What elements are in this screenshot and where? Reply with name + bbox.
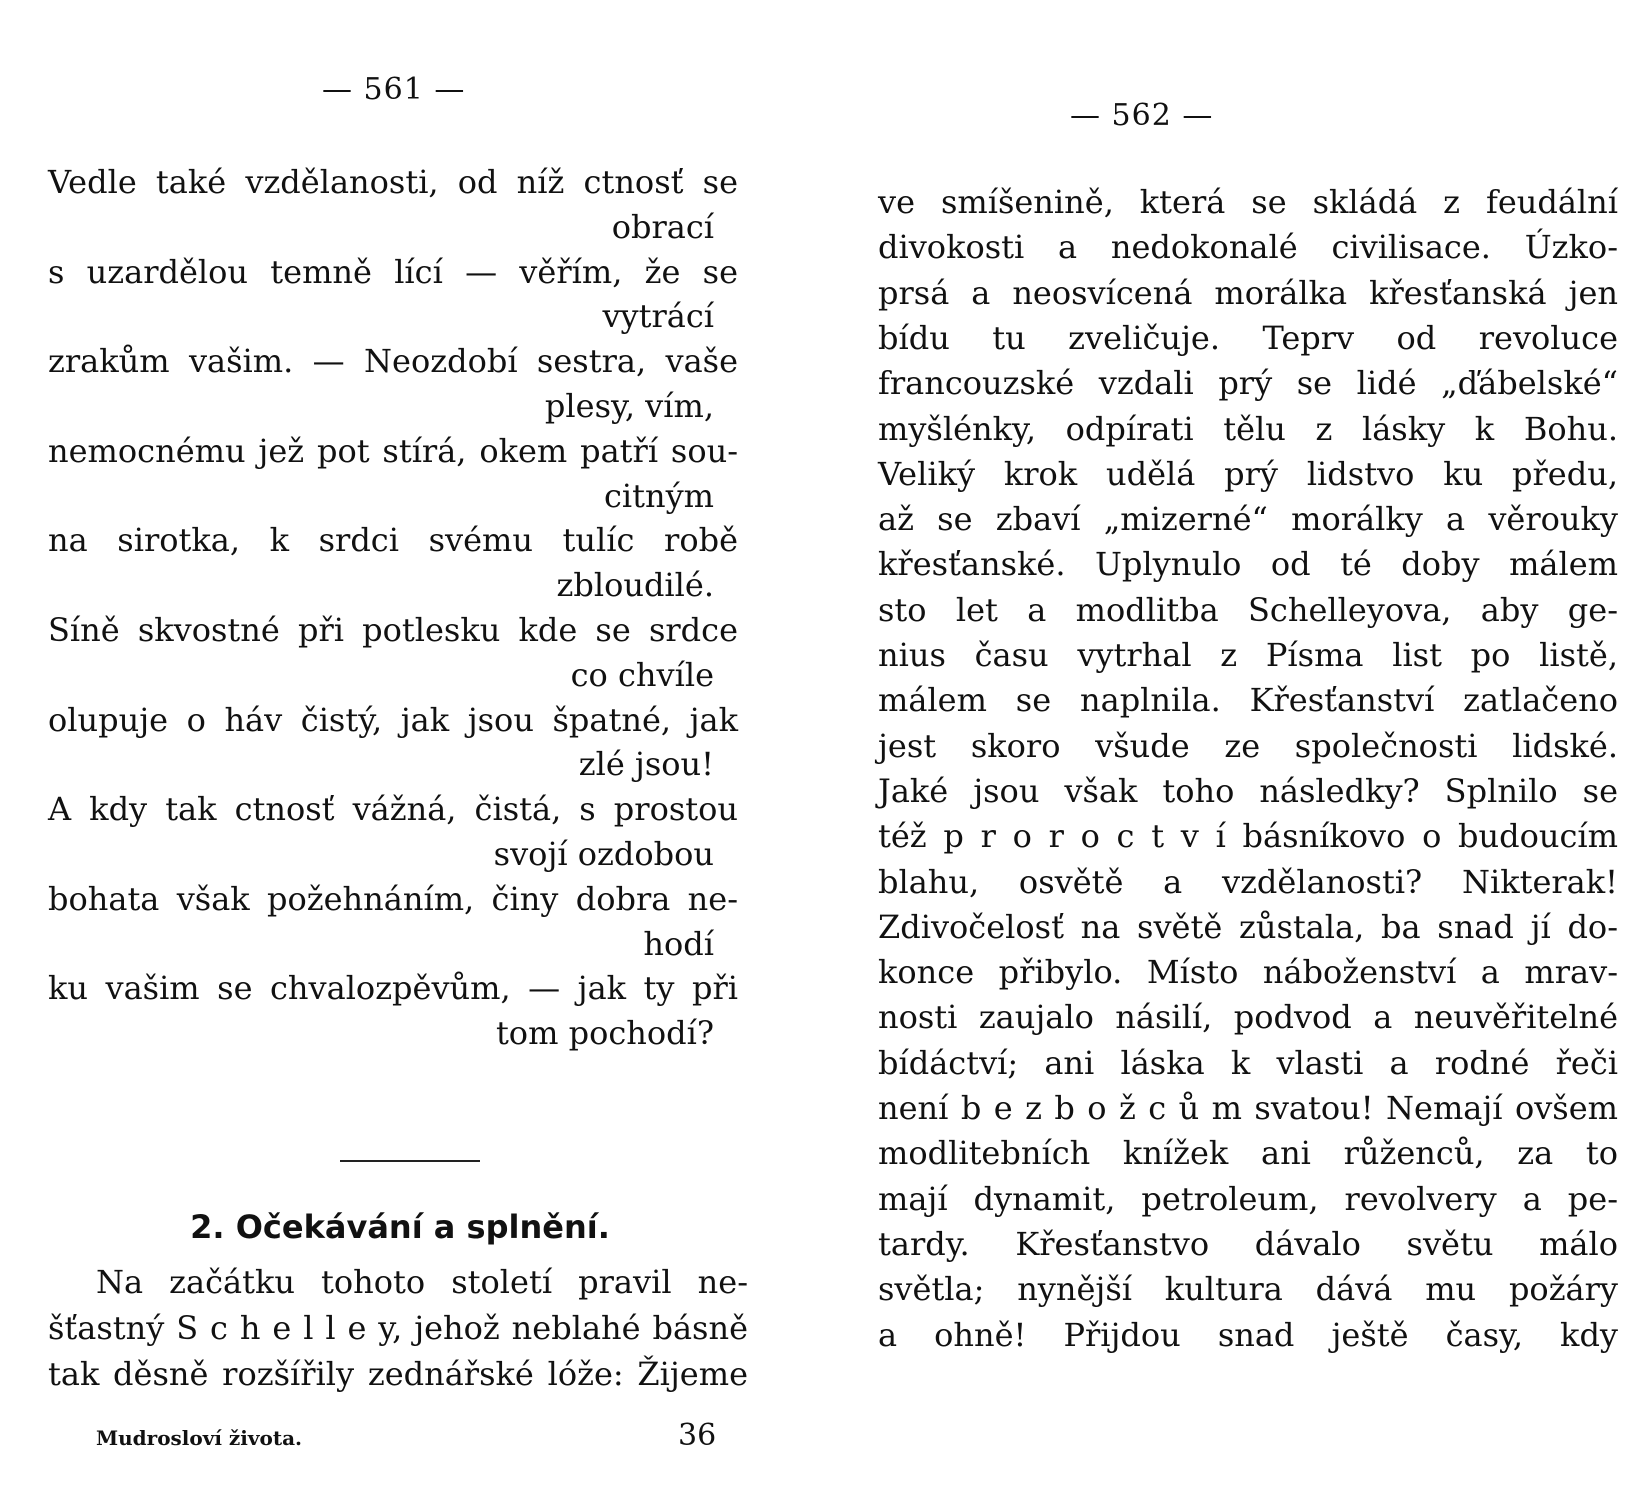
footer-book-title: Mudrosloví života.	[96, 1426, 302, 1450]
text-line: myšlénky, odpírati tělu z lásky k Bohu.	[878, 409, 1618, 448]
text-line: též p r o r o c t v í básníkovo o budoucím	[878, 817, 1618, 856]
poem-line: A kdy tak ctnosť vážná, čistá, s prostou	[48, 790, 738, 829]
poem-line-continuation: hodí	[643, 924, 714, 963]
poem-line-continuation: zbloudilé.	[556, 566, 714, 605]
poem-line-continuation: obrací	[611, 207, 714, 246]
poem-line-continuation: tom pochodí?	[495, 1014, 714, 1053]
text-line: tardy. Křesťanstvo dávalo světu málo	[878, 1224, 1618, 1263]
poem-line-continuation: co chvíle	[570, 655, 714, 694]
text-line: nius času vytrhal z Písma list po listě,	[878, 636, 1618, 674]
text-line: sto let a modlitba Schelleyova, aby ge-	[878, 590, 1618, 629]
poem-line: nemocnému jež pot stírá, okem patří sou-	[48, 431, 738, 470]
text-line: šťastný S c h e l l e y, jehož neblahé básně	[48, 1309, 748, 1347]
section-divider	[340, 1160, 480, 1162]
text-line: bídu tu zveličuje. Teprv od revoluce	[878, 318, 1618, 357]
poem-line: olupuje o háv čistý, jak jsou špatné, jak	[48, 700, 738, 739]
text-line: ve smíšenině, která se skládá z feudální	[878, 183, 1618, 221]
text-line: Jaké jsou však toho následky? Splnilo se	[878, 771, 1618, 810]
text-line: Zdivočelosť na světě zůstala, ba snad jí do-	[878, 907, 1618, 946]
text-line: bídáctví; ani láska k vlasti a rodné řeči	[878, 1043, 1618, 1082]
section-heading: 2. Očekávání a splnění.	[190, 1208, 610, 1246]
text-line: není b e z b o ž c ů m svatou! Nemají ovšem	[878, 1089, 1618, 1127]
text-line: modlitebních knížek ani růženců, za to	[878, 1134, 1618, 1173]
text-line: a ohně! Přijdou snad ještě časy, kdy	[878, 1315, 1618, 1354]
text-line: nosti zaujalo násilí, podvod a neuvěřitelné	[878, 998, 1618, 1037]
poem-line-continuation: vytrácí	[602, 297, 714, 336]
text-line: blahu, osvětě a vzdělanosti? Nikterak!	[878, 862, 1618, 901]
signature-mark: 36	[678, 1418, 717, 1453]
left-page	[0, 0, 800, 1500]
text-line: konce přibylo. Místo náboženství a mrav-	[878, 953, 1618, 992]
poem-line: ku vašim se chvalozpěvům, — jak ty při	[48, 969, 738, 1008]
poem-line-continuation: svojí ozdobou	[493, 835, 714, 873]
text-line: až se zbaví „mizerné“ morálky a věrouky	[878, 500, 1618, 539]
text-line: prsá a neosvícená morálka křesťanská jen	[878, 273, 1618, 312]
text-line: málem se naplnila. Křesťanství zatlačeno	[878, 681, 1618, 720]
text-line: Na začátku tohoto století pravil ne-	[96, 1263, 748, 1301]
poem-line-continuation: zlé jsou!	[578, 745, 714, 784]
poem-line: s uzardělou temně lící — věřím, že se	[48, 252, 738, 291]
text-line: tak děsně rozšířily zednářské lóže: Žijeme	[48, 1355, 748, 1393]
poem-line: bohata však požehnáním, činy dobra ne-	[48, 879, 738, 918]
text-line: francouzské vzdali prý se lidé „ďábelské“	[878, 364, 1618, 403]
poem-line: Síně skvostné při potlesku kde se srdce	[48, 611, 738, 649]
text-line: mají dynamit, petroleum, revolvery a pe-	[878, 1179, 1618, 1218]
text-line: divokosti a nedokonalé civilisace. Úzko-	[878, 228, 1618, 267]
poem-line: zrakům vašim. — Neozdobí sestra, vaše	[48, 342, 738, 381]
text-line: světla; nynější kultura dává mu požáry	[878, 1270, 1618, 1309]
page-number-right: — 562 —	[1070, 98, 1214, 133]
poem-line: Vedle také vzdělanosti, od níž ctnosť se	[48, 163, 738, 201]
poem-line-continuation: citným	[603, 476, 714, 515]
poem-line: na sirotka, k srdci svému tulíc robě	[48, 521, 738, 560]
page-number-left: — 561 —	[322, 72, 466, 107]
text-line: křesťanské. Uplynulo od té doby málem	[878, 545, 1618, 584]
poem-line-continuation: plesy, vím,	[544, 387, 714, 425]
text-line: jest skoro všude ze společnosti lidské.	[878, 726, 1618, 765]
text-line: Veliký krok udělá prý lidstvo ku předu,	[878, 454, 1618, 493]
right-page	[840, 0, 1646, 1500]
